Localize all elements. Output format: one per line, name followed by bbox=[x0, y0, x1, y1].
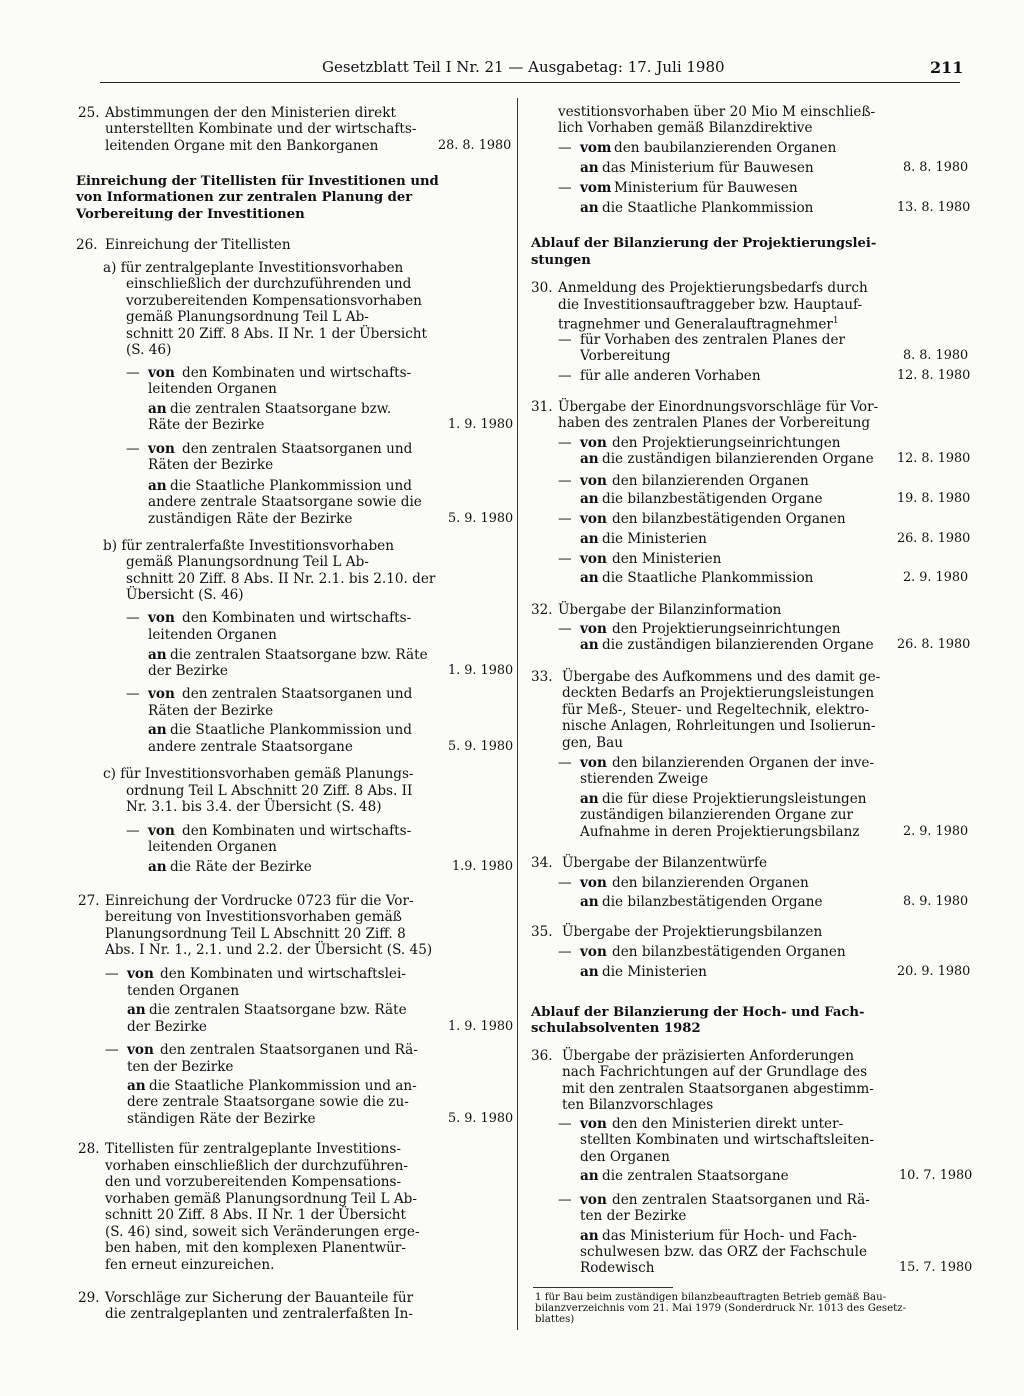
deadline-date: 1. 9. 1980 bbox=[448, 1019, 514, 1034]
item-text: gen, Bau bbox=[562, 735, 623, 751]
item-number: 26. bbox=[76, 237, 98, 253]
an-keyword: an bbox=[580, 570, 599, 586]
item-text: der Bezirke bbox=[127, 1019, 207, 1035]
item-text: (S. 46) sind, soweit sich Veränderungen erge- bbox=[105, 1224, 420, 1240]
item-number: 25. bbox=[78, 105, 100, 121]
item-text: unterstellten Kombinate und der wirtschafts- bbox=[105, 121, 417, 137]
item-number: 35. bbox=[531, 924, 553, 940]
item-text: andere zentrale Staatsorgane bbox=[148, 739, 353, 755]
deadline-date: 13. 8. 1980 bbox=[897, 200, 971, 215]
von-keyword: von bbox=[148, 441, 175, 457]
item-text: Räte der Bezirke bbox=[148, 417, 265, 433]
item-text: Planungsordnung Teil L Abschnitt 20 Ziff. 8 bbox=[105, 926, 406, 942]
item-text: die zuständigen bilanzierenden Organe bbox=[602, 637, 874, 653]
item-text: den Organen bbox=[580, 1149, 670, 1165]
dash: — bbox=[558, 473, 572, 489]
item-text: die Räte der Bezirke bbox=[170, 859, 312, 875]
von-keyword: von bbox=[580, 1192, 607, 1208]
von-keyword: vom bbox=[580, 180, 612, 196]
item-text: den zentralen Staatsorganen und bbox=[182, 441, 413, 457]
an-keyword: an bbox=[580, 1228, 599, 1244]
an-keyword: an bbox=[148, 859, 167, 875]
item-text: mit den zentralen Staatsorganen abgestimm- bbox=[562, 1081, 874, 1097]
deadline-date: 26. 8. 1980 bbox=[897, 637, 971, 652]
item-text: nach Fachrichtungen auf der Grundlage des bbox=[562, 1064, 868, 1080]
item-text: deckten Bedarfs an Projektierungsleistungen bbox=[562, 685, 875, 701]
gazette-title: Gesetzblatt Teil I Nr. 21 — Ausgabetag: 17. Juli 1980 bbox=[322, 58, 725, 76]
item-text: Übergabe der präzisierten Anforderungen bbox=[562, 1048, 854, 1064]
an-keyword: an bbox=[580, 531, 599, 547]
dash: — bbox=[558, 1192, 572, 1208]
item-text: Ministerium für Bauwesen bbox=[614, 180, 798, 196]
item-text: Räten der Bezirke bbox=[148, 457, 274, 473]
item-text: die für diese Projektierungsleistungen bbox=[602, 791, 867, 807]
item-text: Einreichung der Vordrucke 0723 für die Vor- bbox=[105, 893, 414, 909]
an-keyword: an bbox=[148, 647, 167, 663]
item-text: den bilanzierenden Organen bbox=[612, 875, 809, 891]
von-keyword: von bbox=[580, 473, 607, 489]
deadline-date: 8. 9. 1980 bbox=[903, 894, 969, 909]
item-text: vorhaben gemäß Planungsordnung Teil L Ab- bbox=[105, 1191, 417, 1207]
dash: — bbox=[558, 1116, 572, 1132]
an-keyword: an bbox=[580, 200, 599, 216]
item-text: die Investitionsauftraggeber bzw. Hauptauf- bbox=[558, 297, 863, 313]
footnote-text: blattes) bbox=[535, 1314, 575, 1325]
item-number: 33. bbox=[531, 669, 553, 685]
an-keyword: an bbox=[148, 401, 167, 417]
item-text: stierenden Zweige bbox=[580, 771, 709, 787]
item-text: schnitt 20 Ziff. 8 Abs. II Nr. 1 der Übersicht bbox=[126, 326, 428, 342]
item-text: für Meß-, Steuer- und Regeltechnik, elektro- bbox=[562, 702, 870, 718]
deadline-date: 1.9. 1980 bbox=[452, 859, 514, 874]
an-keyword: an bbox=[580, 160, 599, 176]
item-text: einschließlich der durchzuführenden und bbox=[126, 276, 412, 292]
dash: — bbox=[126, 610, 140, 626]
item-text: für alle anderen Vorhaben bbox=[580, 368, 761, 384]
deadline-date: 19. 8. 1980 bbox=[897, 491, 971, 506]
item-text: den Kombinaten und wirtschafts- bbox=[182, 365, 412, 381]
item-text: den baubilanzierenden Organen bbox=[614, 140, 837, 156]
footnote-marker: 1 bbox=[832, 316, 839, 326]
dash: — bbox=[558, 755, 572, 771]
an-keyword: an bbox=[580, 894, 599, 910]
deadline-date: 5. 9. 1980 bbox=[448, 1111, 514, 1126]
item-text: dere zentrale Staatsorgane sowie die zu- bbox=[127, 1094, 409, 1110]
item-text: leitenden Organe mit den Bankorganen bbox=[105, 138, 379, 154]
item-text: Übergabe der Projektierungsbilanzen bbox=[562, 924, 823, 940]
item-text: stellten Kombinaten und wirtschaftsleiten- bbox=[580, 1132, 875, 1148]
an-keyword: an bbox=[580, 491, 599, 507]
section-heading: schulabsolventen 1982 bbox=[531, 1021, 701, 1036]
item-text: den zentralen Staatsorganen und Rä- bbox=[612, 1192, 870, 1208]
header-rule bbox=[100, 82, 960, 83]
deadline-date: 2. 9. 1980 bbox=[903, 824, 969, 839]
deadline-date: 1. 9. 1980 bbox=[448, 663, 514, 678]
item-text: den zentralen Staatsorganen und Rä- bbox=[160, 1042, 418, 1058]
an-keyword: an bbox=[580, 637, 599, 653]
item-text: die bilanzbestätigenden Organe bbox=[602, 894, 823, 910]
dash: — bbox=[558, 368, 572, 384]
footnote-text: bilanzverzeichnis vom 21. Mai 1979 (Sonderdruck Nr. 1013 des Gesetz- bbox=[535, 1303, 907, 1314]
item-title: Einreichung der Titellisten bbox=[105, 237, 291, 253]
item-text: ten Bilanzvorschlages bbox=[562, 1097, 714, 1113]
von-keyword: von bbox=[148, 365, 175, 381]
an-keyword: an bbox=[580, 1168, 599, 1184]
item-text: den bilanzierenden Organen bbox=[612, 473, 809, 489]
item-text: Nr. 3.1. bis 3.4. der Übersicht (S. 48) bbox=[126, 799, 382, 815]
dash: — bbox=[126, 441, 140, 457]
footnote-rule bbox=[533, 1287, 673, 1288]
item-text: ständigen Räte der Bezirke bbox=[127, 1111, 316, 1127]
an-keyword: an bbox=[580, 791, 599, 807]
item-text: gemäß Planungsordnung Teil L Ab- bbox=[126, 309, 369, 325]
item-text: die Staatliche Plankommission und an- bbox=[149, 1078, 417, 1094]
item-text: die zentralen Staatsorgane bzw. Räte bbox=[149, 1002, 407, 1018]
item-text: ben haben, mit den komplexen Planentwür- bbox=[105, 1240, 406, 1256]
dash: — bbox=[105, 966, 119, 982]
item-text: die zentralen Staatsorgane bzw. bbox=[170, 401, 392, 417]
item-text: den Kombinaten und wirtschaftslei- bbox=[160, 966, 406, 982]
item-text: zuständigen bilanzierenden Organe zur bbox=[580, 807, 854, 823]
item-text: die Staatliche Plankommission bbox=[602, 570, 814, 586]
dash: — bbox=[558, 511, 572, 527]
von-keyword: von bbox=[580, 511, 607, 527]
item-text: Übersicht (S. 46) bbox=[126, 587, 244, 603]
von-keyword: von bbox=[580, 944, 607, 960]
deadline-date: 12. 8. 1980 bbox=[897, 368, 971, 383]
item-text: zuständigen Räte der Bezirke bbox=[148, 511, 353, 527]
item-text: tenden Organen bbox=[127, 983, 240, 999]
deadline-date: 8. 8. 1980 bbox=[903, 160, 969, 175]
item-text: für Vorhaben des zentralen Planes der bbox=[580, 332, 846, 348]
item-text: Anmeldung des Projektierungsbedarfs durch bbox=[558, 280, 868, 296]
deadline-date: 5. 9. 1980 bbox=[448, 739, 514, 754]
item-text: haben des zentralen Planes der Vorbereitung bbox=[558, 415, 871, 431]
item-text: gemäß Planungsordnung Teil L Ab- bbox=[126, 554, 369, 570]
item-text: ordnung Teil L Abschnitt 20 Ziff. 8 Abs. II bbox=[126, 783, 413, 799]
dash: — bbox=[558, 332, 572, 348]
dash: — bbox=[126, 823, 140, 839]
von-keyword: von bbox=[580, 755, 607, 771]
von-keyword: von bbox=[580, 621, 607, 637]
deadline-date: 28. 8. 1980 bbox=[438, 138, 512, 153]
item-text: die Staatliche Plankommission und bbox=[170, 722, 412, 738]
item-text: Abstimmungen der den Ministerien direkt bbox=[105, 105, 396, 121]
dash: — bbox=[126, 365, 140, 381]
item-text: Vorschläge zur Sicherung der Bauanteile für bbox=[105, 1290, 414, 1306]
item-text: a) für zentralgeplante Investitionsvorhaben bbox=[103, 260, 404, 276]
dash: — bbox=[558, 551, 572, 567]
item-text: b) für zentralerfaßte Investitionsvorhaben bbox=[103, 538, 394, 554]
item-text: vestitionsvorhaben über 20 Mio M einschließ- bbox=[558, 104, 876, 120]
item-text: die bilanzbestätigenden Organe bbox=[602, 491, 823, 507]
item-text: den bilanzbestätigenden Organen bbox=[612, 944, 846, 960]
item-text: Übergabe der Bilanzentwürfe bbox=[562, 855, 768, 871]
item-text: Abs. I Nr. 1., 2.1. und 2.2. der Übersicht (S. 45) bbox=[105, 942, 433, 958]
page-number: 211 bbox=[930, 58, 964, 77]
dash: — bbox=[126, 686, 140, 702]
von-keyword: von bbox=[580, 551, 607, 567]
item-text: den Kombinaten und wirtschafts- bbox=[182, 823, 412, 839]
footnote-text: 1 für Bau beim zuständigen bilanzbeauftragten Betrieb gemäß Bau- bbox=[535, 1292, 887, 1303]
item-text: die Staatliche Plankommission und bbox=[170, 478, 412, 494]
section-heading: Vorbereitung der Investitionen bbox=[76, 207, 305, 222]
item-text: Rodewisch bbox=[580, 1260, 655, 1276]
von-keyword: von bbox=[580, 1116, 607, 1132]
item-text: den bilanzierenden Organen der inve- bbox=[612, 755, 875, 771]
item-text: bereitung von Investitionsvorhaben gemäß bbox=[105, 909, 402, 925]
item-text: die zentralgeplanten und zentralerfaßten In- bbox=[105, 1306, 413, 1322]
deadline-date: 15. 7. 1980 bbox=[899, 1260, 973, 1275]
an-keyword: an bbox=[580, 964, 599, 980]
item-number: 31. bbox=[531, 399, 553, 415]
item-text: andere zentrale Staatsorgane sowie die bbox=[148, 494, 422, 510]
von-keyword: von bbox=[127, 966, 154, 982]
an-keyword: an bbox=[580, 451, 599, 467]
item-text: die Ministerien bbox=[602, 531, 707, 547]
item-text: den Kombinaten und wirtschafts- bbox=[182, 610, 412, 626]
deadline-date: 20. 9. 1980 bbox=[897, 964, 971, 979]
item-number: 28. bbox=[78, 1141, 100, 1157]
item-text: leitenden Organen bbox=[148, 627, 277, 643]
item-text: die zentralen Staatsorgane bzw. Räte bbox=[170, 647, 428, 663]
item-number: 32. bbox=[531, 602, 553, 618]
an-keyword: an bbox=[127, 1078, 146, 1094]
item-text: das Ministerium für Hoch- und Fach- bbox=[602, 1228, 857, 1244]
item-text: den Ministerien bbox=[612, 551, 722, 567]
item-text: fen erneut einzureichen. bbox=[105, 1257, 275, 1273]
dash: — bbox=[558, 621, 572, 637]
deadline-date: 1. 9. 1980 bbox=[448, 417, 514, 432]
deadline-date: 12. 8. 1980 bbox=[897, 451, 971, 466]
item-text: Übergabe der Bilanzinformation bbox=[558, 602, 782, 618]
item-text: vorhaben einschließlich der durchzuführen- bbox=[105, 1158, 408, 1174]
item-text: schnitt 20 Ziff. 8 Abs. II Nr. 1 der Übersicht bbox=[105, 1207, 407, 1223]
item-text: Aufnahme in deren Projektierungsbilanz bbox=[580, 824, 860, 840]
dash: — bbox=[558, 140, 572, 156]
item-text: Vorbereitung bbox=[580, 348, 671, 364]
deadline-date: 8. 8. 1980 bbox=[903, 348, 969, 363]
dash: — bbox=[105, 1042, 119, 1058]
dash: — bbox=[558, 875, 572, 891]
item-text: den bilanzbestätigenden Organen bbox=[612, 511, 846, 527]
dash: — bbox=[558, 180, 572, 196]
von-keyword: von bbox=[148, 686, 175, 702]
item-text: (S. 46) bbox=[126, 342, 172, 358]
section-heading: von Informationen zur zentralen Planung der bbox=[76, 190, 413, 205]
an-keyword: an bbox=[127, 1002, 146, 1018]
von-keyword: von bbox=[127, 1042, 154, 1058]
item-text: Übergabe des Aufkommens und des damit ge- bbox=[562, 669, 881, 685]
page-header bbox=[0, 0, 1024, 90]
item-text: lich Vorhaben gemäß Bilanzdirektive bbox=[558, 120, 813, 136]
item-number: 27. bbox=[78, 893, 100, 909]
section-heading: Ablauf der Bilanzierung der Projektierungslei- bbox=[531, 236, 877, 251]
item-text: den den Ministerien direkt unter- bbox=[612, 1116, 844, 1132]
item-number: 36. bbox=[531, 1048, 553, 1064]
item-number: 30. bbox=[531, 280, 553, 296]
item-text: den und vorzubereitenden Kompensations- bbox=[105, 1174, 402, 1190]
item-text: leitenden Organen bbox=[148, 381, 277, 397]
item-text: tragnehmer und Generalauftragnehmer$^1$ bbox=[558, 316, 839, 333]
item-text: schnitt 20 Ziff. 8 Abs. II Nr. 2.1. bis 2.10. der bbox=[126, 571, 436, 587]
item-text: die zuständigen bilanzierenden Organe bbox=[602, 451, 874, 467]
item-text: Übergabe der Einordnungsvorschläge für Vor- bbox=[558, 399, 879, 415]
item-text: ten der Bezirke bbox=[580, 1208, 687, 1224]
von-keyword: von bbox=[148, 823, 175, 839]
an-keyword: an bbox=[148, 722, 167, 738]
dash: — bbox=[558, 435, 572, 451]
item-number: 34. bbox=[531, 855, 553, 871]
item-text: ten der Bezirke bbox=[127, 1059, 234, 1075]
item-text: die zentralen Staatsorgane bbox=[602, 1168, 789, 1184]
section-heading: Ablauf der Bilanzierung der Hoch- und Fach- bbox=[531, 1005, 865, 1020]
item-text: das Ministerium für Bauwesen bbox=[602, 160, 814, 176]
item-text: nische Anlagen, Rohrleitungen und Isolierun- bbox=[562, 718, 876, 734]
an-keyword: an bbox=[148, 478, 167, 494]
item-text: die Staatliche Plankommission bbox=[602, 200, 814, 216]
item-text: der Bezirke bbox=[148, 663, 228, 679]
item-text: vorzubereitenden Kompensationsvorhaben bbox=[126, 293, 422, 309]
item-text: Räten der Bezirke bbox=[148, 703, 274, 719]
column-divider bbox=[517, 98, 518, 1330]
item-text: den zentralen Staatsorganen und bbox=[182, 686, 413, 702]
item-text: leitenden Organen bbox=[148, 839, 277, 855]
section-heading: Einreichung der Titellisten für Investitionen und bbox=[76, 174, 439, 189]
von-keyword: von bbox=[580, 875, 607, 891]
item-number: 29. bbox=[78, 1290, 100, 1306]
von-keyword: von bbox=[580, 435, 607, 451]
deadline-date: 26. 8. 1980 bbox=[897, 531, 971, 546]
item-text: den Projektierungseinrichtungen bbox=[612, 435, 841, 451]
item-text: Titellisten für zentralgeplante Investitions- bbox=[105, 1141, 401, 1157]
deadline-date: 10. 7. 1980 bbox=[899, 1168, 973, 1183]
item-text: den Projektierungseinrichtungen bbox=[612, 621, 841, 637]
item-text: die Ministerien bbox=[602, 964, 707, 980]
section-heading: stungen bbox=[531, 253, 591, 268]
von-keyword: vom bbox=[580, 140, 612, 156]
deadline-date: 2. 9. 1980 bbox=[903, 570, 969, 585]
von-keyword: von bbox=[148, 610, 175, 626]
item-text: c) für Investitionsvorhaben gemäß Planungs- bbox=[103, 766, 414, 782]
dash: — bbox=[558, 944, 572, 960]
item-text: schulwesen bzw. das ORZ der Fachschule bbox=[580, 1244, 868, 1260]
deadline-date: 5. 9. 1980 bbox=[448, 511, 514, 526]
